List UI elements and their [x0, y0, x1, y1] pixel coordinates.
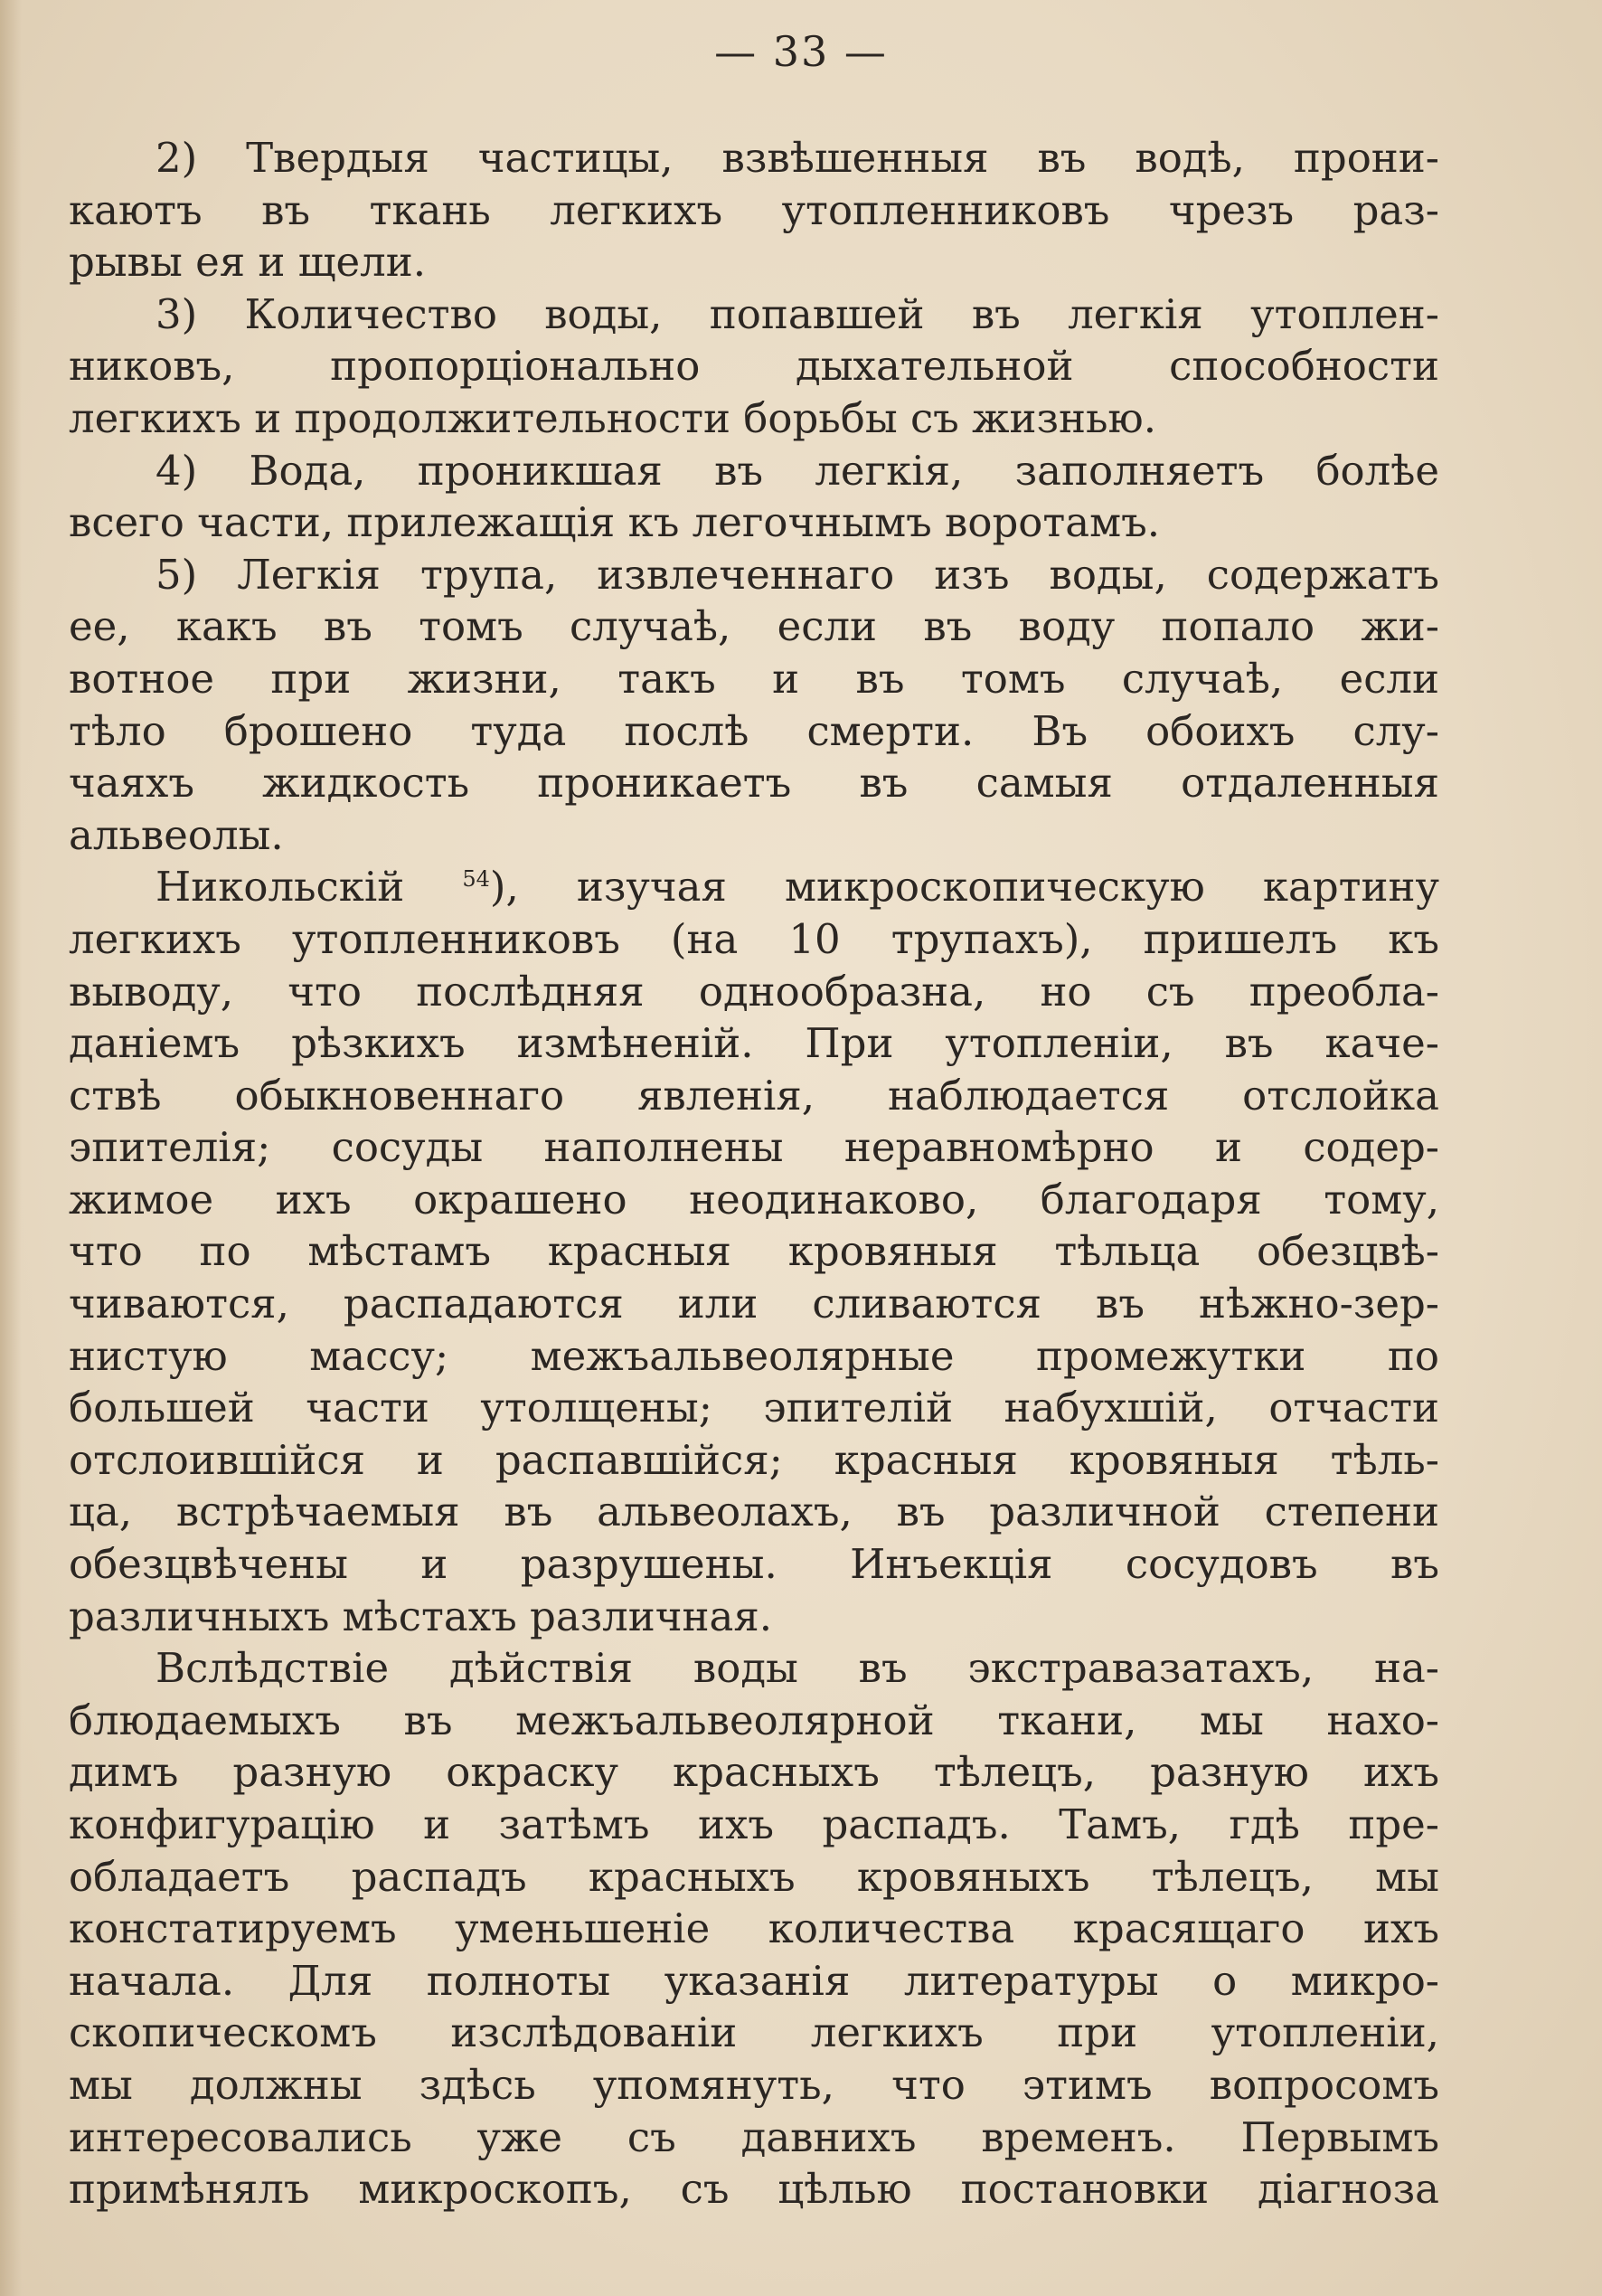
text-line: 5) Легкія трупа, извлеченнаго изъ воды, содержатъ — [155, 550, 1439, 599]
text-line: блюдаемыхъ въ межъальвеолярной ткани, мы нахо- — [69, 1696, 1439, 1744]
text-line: конфигурацію и затѣмъ ихъ распадъ. Тамъ, гдѣ пре- — [69, 1800, 1439, 1848]
text-line: ствѣ обыкновеннаго явленія, наблюдается отслойка — [69, 1071, 1439, 1120]
text-line: легкихъ и продолжительности борьбы съ жизнью. — [69, 393, 1157, 442]
text-line: каютъ въ ткань легкихъ утопленниковъ чрезъ раз- — [69, 185, 1439, 234]
text-line: ца, встрѣчаемыя въ альвеолахъ, въ различной степени — [69, 1488, 1439, 1536]
page-number: — 33 — — [714, 27, 888, 76]
text-line: 2) Твердыя частицы, взвѣшенныя въ водѣ, прони- — [155, 134, 1439, 182]
text-line-continuation: ), изучая микроскопическую картину — [489, 863, 1439, 912]
text-line: большей части утолщены; эпителій набухшій, отчасти — [69, 1384, 1439, 1432]
text-line: обезцвѣчены и разрушены. Инъекція сосудовъ въ — [69, 1540, 1439, 1589]
text-line: Вслѣдствіе дѣйствія воды въ экстравазатахъ, на- — [155, 1644, 1439, 1693]
text-line: интересовались уже съ давнихъ временъ. Первымъ — [69, 2112, 1439, 2161]
text-line: рывы ея и щели. — [69, 238, 427, 287]
text-line: что по мѣстамъ красныя кровяныя тѣльца обезцвѣ- — [69, 1227, 1439, 1276]
footnote-reference: 54 — [462, 866, 490, 893]
author-name: Никольскій — [155, 863, 405, 912]
text-line: обладаетъ распадъ красныхъ кровяныхъ тѣлецъ, мы — [69, 1852, 1439, 1901]
text-line: альвеолы. — [69, 810, 284, 859]
text-line: вотное при жизни, такъ и въ томъ случаѣ, если — [69, 654, 1439, 703]
text-line: начала. Для полноты указанія литературы о микро- — [69, 1956, 1439, 2005]
text-line: жимое ихъ окрашено неодинаково, благодаря тому, — [69, 1175, 1439, 1224]
text-line: чиваются, распадаются или сливаются въ нѣжно-зер- — [69, 1280, 1439, 1328]
text-line: димъ разную окраску красныхъ тѣлецъ, разную ихъ — [69, 1748, 1439, 1797]
text-line-with-footnote — [69, 861, 1439, 913]
text-line: всего части, прилежащія къ легочнымъ воротамъ. — [69, 498, 1161, 547]
text-line: мы должны здѣсь упомянуть, что этимъ вопросомъ — [69, 2060, 1439, 2109]
text-line: примѣнялъ микроскопъ, съ цѣлью постановки діагноза — [69, 2165, 1439, 2214]
body-text — [69, 132, 1439, 2216]
text-line: отслоившійся и распавшійся; красныя кровяныя тѣль- — [69, 1435, 1439, 1484]
text-line: констатируемъ уменьшеніе количества красящаго ихъ — [69, 1904, 1439, 1953]
text-line: выводу, что послѣдняя однообразна, но съ преобла- — [69, 967, 1439, 1016]
text-line: нистую массу; межъальвеолярные промежутки по — [69, 1331, 1439, 1380]
text-line: 3) Количество воды, попавшей въ легкія утоплен- — [155, 289, 1439, 338]
text-line: никовъ, пропорціонально дыхательной способности — [69, 342, 1439, 391]
text-line: эпителія; сосуды наполнены неравномѣрно и содер- — [69, 1123, 1439, 1172]
text-line: различныхъ мѣстахъ различная. — [69, 1592, 773, 1640]
text-line: даніемъ рѣзкихъ измѣненій. При утопленіи, въ каче- — [69, 1019, 1439, 1068]
page-edge-shadow — [0, 0, 22, 2296]
text-line: чаяхъ жидкость проникаетъ въ самыя отдаленныя — [69, 759, 1439, 808]
text-line: ее, какъ въ томъ случаѣ, если въ воду попало жи- — [69, 602, 1439, 651]
text-line: 4) Вода, проникшая въ легкія, заполняетъ болѣе — [155, 446, 1439, 495]
text-line: тѣло брошено туда послѣ смерти. Въ обоихъ слу- — [69, 706, 1439, 755]
text-line: легкихъ утопленниковъ (на 10 трупахъ), пришелъ къ — [69, 914, 1439, 963]
text-line: скопическомъ изслѣдованіи легкихъ при утопленіи, — [69, 2008, 1439, 2057]
